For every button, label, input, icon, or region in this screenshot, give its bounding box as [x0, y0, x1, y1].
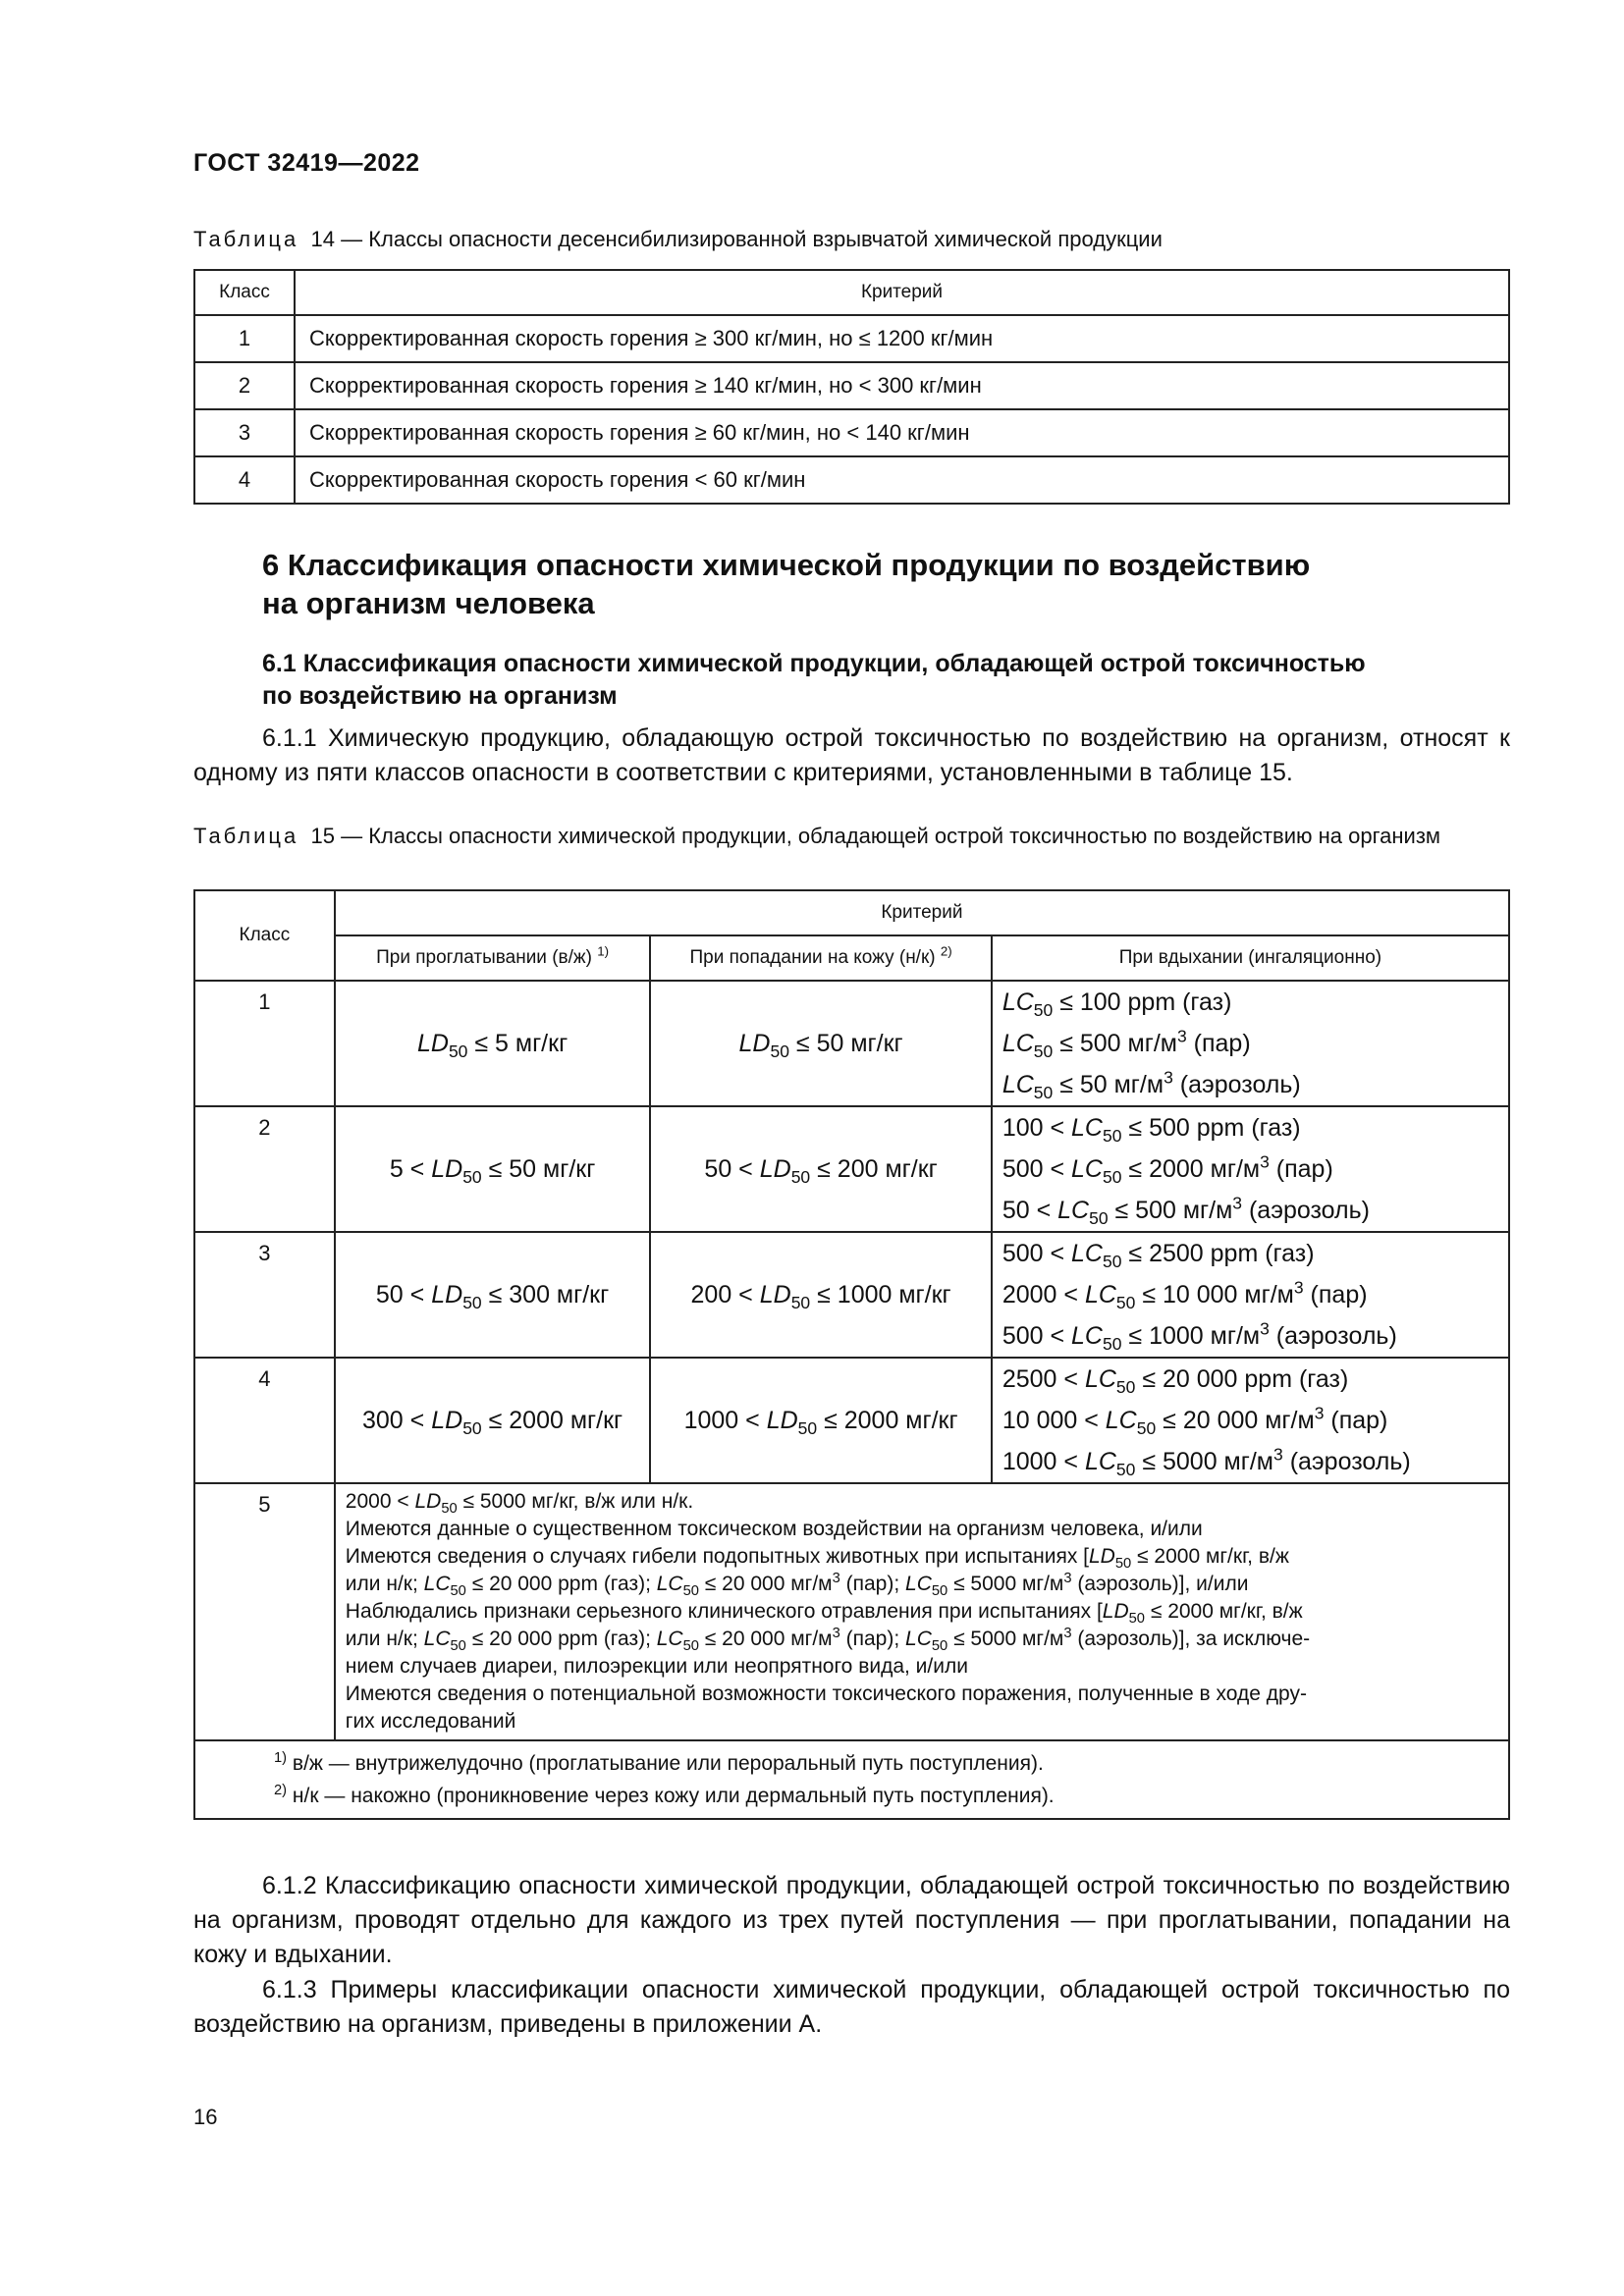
subscript-50: 50 — [770, 1041, 789, 1061]
table14-label: Таблица — [193, 227, 299, 251]
class5-text: ≤ 5000 мг/м — [953, 1628, 1064, 1650]
vapour-prefix: 500 < — [1001, 1155, 1065, 1183]
subscript-50: 50 — [1115, 1460, 1136, 1480]
table14-criterion-cell: Скорректированная скорость горения ≥ 60 кг/мин, но < 140 кг/мин — [295, 409, 1509, 456]
table15-col-oral — [335, 935, 651, 981]
aerosol-value: ≤ 50 мг/м — [1059, 1071, 1164, 1098]
table15-col-class: Класс — [194, 890, 335, 981]
table15-class-cell: 1 — [194, 981, 335, 1106]
superscript-3: 3 — [1273, 1444, 1283, 1465]
aerosol-unit: (аэрозоль) — [1179, 1071, 1301, 1098]
inhal-aerosol-line — [1002, 1441, 1508, 1482]
table15-col-dermal — [650, 935, 991, 981]
paragraph-6-1-2: 6.1.2 Классификацию опасности химической продукции, обладающей острой токсичностью по воздействию на организм, проводят отдельно для каждого из трех путей поступления — при проглатывании, попадании на кожу и вдыхании. — [193, 1872, 1510, 1968]
table14-criterion-cell: Скорректированная скорость горения ≥ 140 кг/мин, но < 300 кг/мин — [295, 362, 1509, 409]
subscript-50: 50 — [1103, 1252, 1122, 1272]
superscript-3: 3 — [1232, 1193, 1243, 1213]
oral-value: ≤ 300 мг/кг — [488, 1280, 610, 1308]
inhal-vapour-line — [1002, 1274, 1508, 1315]
table-row — [194, 1232, 1509, 1358]
aerosol-prefix: 1000 < — [1001, 1448, 1078, 1475]
subscript-50: 50 — [1033, 1000, 1054, 1021]
oral-value: ≤ 50 мг/кг — [488, 1154, 596, 1183]
inhal-vapour-line — [1002, 1148, 1508, 1190]
subscript-50: 50 — [462, 1417, 482, 1438]
table15-class-cell: 4 — [194, 1358, 335, 1483]
footnote-1 — [274, 1747, 1498, 1780]
class5-text: ≤ 20 000 мг/м — [704, 1628, 833, 1650]
table15-oral-cell — [335, 1358, 651, 1483]
vapour-value: ≤ 10 000 мг/м — [1142, 1281, 1294, 1308]
subscript-50: 50 — [450, 1638, 466, 1655]
class5-text: 2000 < — [345, 1490, 409, 1513]
table14-class-cell: 4 — [194, 456, 295, 504]
lc-symbol: LC — [1071, 1155, 1103, 1183]
table15-class5-criteria — [335, 1483, 1509, 1740]
table14-class-cell: 3 — [194, 409, 295, 456]
aerosol-unit: (аэрозоль) — [1289, 1448, 1411, 1475]
lc-symbol: LC — [1105, 1407, 1137, 1434]
subscript-50: 50 — [1103, 1167, 1122, 1188]
vapour-unit: (пар) — [1193, 1030, 1251, 1057]
inhal-gas-line — [1002, 1359, 1508, 1400]
aerosol-value: ≤ 500 мг/м — [1114, 1197, 1233, 1224]
vapour-value: ≤ 2000 мг/м — [1128, 1155, 1261, 1183]
subscript-50: 50 — [682, 1583, 699, 1600]
table15-oral-cell — [335, 1106, 651, 1232]
class5-line: Имеются сведения о потенциальной возможности токсического поражения, полученные в ходе дру- — [345, 1682, 1307, 1705]
oral-prefix: 50 < — [375, 1280, 425, 1308]
ld-symbol: LD — [416, 1029, 449, 1057]
table15-dermal-cell — [650, 1358, 991, 1483]
table14-caption-text: 14 — Классы опасности десенсибилизированной взрывчатой химической продукции — [310, 227, 1163, 251]
ld-symbol: LD — [759, 1154, 791, 1183]
table14-header-row — [194, 270, 1509, 315]
table15-footnotes-row — [194, 1740, 1509, 1819]
table14-criterion-cell: Скорректированная скорость горения ≥ 300 кг/мин, но ≤ 1200 кг/мин — [295, 315, 1509, 362]
vapour-unit: (пар) — [1310, 1281, 1368, 1308]
dermal-prefix: 50 < — [704, 1154, 753, 1183]
table14-criterion-cell: Скорректированная скорость горения < 60 кг/мин — [295, 456, 1509, 504]
subscript-50: 50 — [1033, 1041, 1054, 1062]
lc-symbol: LC — [1057, 1197, 1090, 1224]
class5-line: нием случаев диареи, пилоэрекции или неопрятного вида, и/или — [345, 1655, 968, 1678]
class5-text: ≤ 20 000 мг/м — [704, 1573, 833, 1595]
table-row — [194, 315, 1509, 362]
subscript-50: 50 — [797, 1417, 818, 1438]
vapour-value: ≤ 500 мг/м — [1059, 1030, 1177, 1057]
dermal-value: ≤ 2000 мг/кг — [824, 1406, 958, 1434]
gas-prefix: 100 < — [1001, 1114, 1065, 1142]
inhal-aerosol-line — [1002, 1064, 1508, 1105]
class5-line — [346, 1543, 1498, 1571]
subscript-50: 50 — [1136, 1418, 1157, 1439]
page-number: 16 — [193, 2105, 218, 2129]
lc-symbol: LC — [1071, 1322, 1103, 1350]
superscript-3: 3 — [1063, 1625, 1072, 1641]
lc-symbol: LC — [423, 1573, 451, 1595]
superscript-3: 3 — [1260, 1318, 1270, 1339]
vapour-unit: (пар) — [1275, 1155, 1333, 1183]
table15-inhal-cell — [992, 1358, 1509, 1483]
paragraph-6-1-3: 6.1.3 Примеры классификации опасности химической продукции, обладающей острой токсичностью по воздействию на организм, приведены в приложении А. — [193, 1976, 1510, 2038]
table14-class-cell: 1 — [194, 315, 295, 362]
footnote-ref-2: 2) — [940, 943, 952, 959]
vapour-prefix: 10 000 < — [1001, 1407, 1099, 1434]
class5-line — [346, 1598, 1498, 1626]
subscript-50: 50 — [790, 1166, 811, 1187]
ld-symbol: LD — [431, 1280, 463, 1308]
subscript-50: 50 — [1115, 1293, 1136, 1313]
subscript-50: 50 — [1033, 1083, 1054, 1103]
class5-text: (аэрозоль)], и/или — [1077, 1573, 1249, 1595]
class5-text: ≤ 2000 мг/кг, в/ж — [1150, 1600, 1303, 1623]
table15-caption-text: 15 — Классы опасности химической продукции, обладающей острой токсичностью по воздействию на организм — [310, 824, 1441, 848]
table15-dermal-cell — [650, 1232, 991, 1358]
ld-symbol: LD — [759, 1280, 791, 1308]
class5-text: ≤ 20 000 ppm (газ); — [471, 1573, 651, 1595]
oral-value: ≤ 5 мг/кг — [474, 1029, 568, 1057]
subscript-50: 50 — [1128, 1611, 1145, 1628]
table14-col-class: Класс — [194, 270, 295, 315]
class5-line — [346, 1488, 1498, 1516]
section-6-1-title-line1: 6.1 Классификация опасности химической продукции, обладающей острой токсичностью — [262, 650, 1366, 677]
table15-label: Таблица — [193, 824, 299, 848]
lc-symbol: LC — [1001, 1071, 1034, 1098]
table14-class-cell: 2 — [194, 362, 295, 409]
ld-symbol: LD — [1089, 1545, 1115, 1568]
table15-col-inhal: При вдыхании (ингаляционно) — [992, 935, 1509, 981]
ld-symbol: LD — [431, 1154, 463, 1183]
lc-symbol: LC — [1001, 988, 1034, 1016]
class5-text: ≤ 2000 мг/кг, в/ж — [1137, 1545, 1289, 1568]
table15-header-row-1 — [194, 890, 1509, 935]
vapour-prefix: 2000 < — [1001, 1281, 1078, 1308]
superscript-3: 3 — [1260, 1151, 1270, 1172]
aerosol-value: ≤ 1000 мг/м — [1128, 1322, 1261, 1350]
table14-caption — [193, 226, 1509, 253]
superscript-3: 3 — [832, 1625, 840, 1641]
superscript-3: 3 — [1293, 1277, 1304, 1298]
class5-text: ≤ 5000 мг/м — [953, 1573, 1064, 1595]
table15-col-oral-label: При проглатывании (в/ж) — [376, 947, 592, 968]
table15-col-criterion: Критерий — [335, 890, 1509, 935]
aerosol-unit: (аэрозоль) — [1275, 1322, 1397, 1350]
vapour-value: ≤ 20 000 мг/м — [1163, 1407, 1315, 1434]
ld-symbol: LD — [766, 1406, 798, 1434]
gas-value: ≤ 500 ppm (газ) — [1128, 1114, 1301, 1142]
vapour-unit: (пар) — [1330, 1407, 1388, 1434]
table15-col-dermal-label: При попадании на кожу (н/к) — [689, 947, 936, 968]
superscript-3: 3 — [1063, 1570, 1072, 1586]
table-row — [194, 409, 1509, 456]
table-row — [194, 1106, 1509, 1232]
section-6-title — [262, 546, 1489, 622]
subscript-50: 50 — [1103, 1126, 1122, 1147]
footnote-ref-1: 1) — [597, 943, 610, 959]
superscript-3: 3 — [1164, 1067, 1173, 1088]
lc-symbol: LC — [656, 1628, 683, 1650]
ld-symbol: LD — [431, 1406, 463, 1434]
lc-symbol: LC — [1084, 1365, 1116, 1393]
table15-header-row-2 — [194, 935, 1509, 981]
gas-value: ≤ 20 000 ppm (газ) — [1142, 1365, 1349, 1393]
aerosol-prefix: 500 < — [1001, 1322, 1065, 1350]
footnote-2-mark: 2) — [274, 1782, 288, 1798]
table15 — [193, 889, 1510, 1820]
inhal-gas-line — [1002, 1107, 1508, 1148]
oral-prefix: 300 < — [362, 1406, 425, 1434]
table-row — [194, 456, 1509, 504]
subscript-50: 50 — [1115, 1377, 1136, 1398]
inhal-vapour-line — [1002, 1400, 1508, 1441]
lc-symbol: LC — [1084, 1448, 1116, 1475]
aerosol-unit: (аэрозоль) — [1248, 1197, 1370, 1224]
ld-symbol: LD — [1102, 1600, 1129, 1623]
class5-line: гих исследований — [345, 1710, 516, 1733]
table15-caption — [193, 823, 1509, 850]
subscript-50: 50 — [790, 1292, 811, 1312]
class5-line — [346, 1571, 1498, 1598]
subscript-50: 50 — [462, 1292, 482, 1312]
aerosol-prefix: 50 < — [1001, 1197, 1052, 1224]
class5-text: ≤ 5000 мг/кг, в/ж или н/к. — [462, 1490, 694, 1513]
section-6-1-title — [262, 648, 1509, 713]
table15-inhal-cell — [992, 1106, 1509, 1232]
table-row — [194, 1483, 1509, 1740]
class5-text: Имеются сведения о случаях гибели подопытных животных при испытаниях [ — [345, 1545, 1089, 1568]
subscript-50: 50 — [448, 1041, 468, 1061]
footnote-2-text: н/к — накожно (проникновение через кожу или дермальный путь поступления). — [292, 1785, 1055, 1807]
table15-class-cell: 5 — [194, 1483, 335, 1740]
inhal-gas-line — [1002, 1233, 1508, 1274]
lc-symbol: LC — [1071, 1114, 1103, 1142]
subscript-50: 50 — [441, 1501, 458, 1518]
aerosol-value: ≤ 5000 мг/м — [1142, 1448, 1273, 1475]
class5-text: или н/к; — [345, 1573, 418, 1595]
footnote-2 — [274, 1780, 1498, 1812]
subscript-50: 50 — [682, 1638, 699, 1655]
lc-symbol: LC — [905, 1573, 932, 1595]
oral-prefix: 5 < — [389, 1154, 425, 1183]
dermal-value: ≤ 1000 мг/кг — [817, 1280, 951, 1308]
section-6-1-title-line2: по воздействию на организм — [262, 682, 618, 710]
lc-symbol: LC — [1071, 1240, 1103, 1267]
class5-text: ≤ 20 000 ppm (газ); — [471, 1628, 651, 1650]
dermal-prefix: 1000 < — [683, 1406, 760, 1434]
document-code-header: ГОСТ 32419—2022 — [193, 149, 420, 177]
table14-col-criterion: Критерий — [295, 270, 1509, 315]
superscript-3: 3 — [1314, 1403, 1325, 1423]
gas-value: ≤ 100 ppm (газ) — [1059, 988, 1232, 1016]
subscript-50: 50 — [1114, 1556, 1132, 1573]
oral-value: ≤ 2000 мг/кг — [488, 1406, 623, 1434]
class5-line — [346, 1626, 1498, 1653]
table15-oral-cell — [335, 1232, 651, 1358]
class5-text: (пар); — [845, 1573, 900, 1595]
paragraph-6-1-1: 6.1.1 Химическую продукцию, обладающую острой токсичностью по воздействию на организм, относят к одному из пяти классов опасности в соответствии с критериями, установленными в таблице 15. — [193, 724, 1510, 786]
ld-symbol: LD — [738, 1029, 771, 1057]
table15-inhal-cell — [992, 981, 1509, 1106]
superscript-3: 3 — [832, 1570, 840, 1586]
lc-symbol: LC — [656, 1573, 683, 1595]
lc-symbol: LC — [1001, 1030, 1034, 1057]
table15-footnotes — [194, 1740, 1509, 1819]
class5-text: (аэрозоль)], за исключе- — [1077, 1628, 1311, 1650]
table15-dermal-cell — [650, 1106, 991, 1232]
table-row — [194, 362, 1509, 409]
table-row — [194, 981, 1509, 1106]
table15-inhal-cell — [992, 1232, 1509, 1358]
subscript-50: 50 — [462, 1166, 482, 1187]
section-6-title-line2: на организм человека — [262, 586, 595, 620]
gas-prefix: 2500 < — [1001, 1365, 1078, 1393]
table15-class-cell: 3 — [194, 1232, 335, 1358]
gas-prefix: 500 < — [1001, 1240, 1065, 1267]
subscript-50: 50 — [450, 1583, 466, 1600]
class5-line: Имеются данные о существенном токсическом воздействии на организм человека, и/или — [345, 1518, 1203, 1540]
subscript-50: 50 — [1089, 1208, 1109, 1229]
superscript-3: 3 — [1176, 1026, 1187, 1046]
footnote-1-mark: 1) — [274, 1749, 288, 1766]
subscript-50: 50 — [931, 1638, 948, 1655]
inhal-aerosol-line — [1002, 1315, 1508, 1357]
class5-text: Наблюдались признаки серьезного клинического отравления при испытаниях [ — [345, 1600, 1103, 1623]
table-row — [194, 1358, 1509, 1483]
table14 — [193, 269, 1510, 505]
dermal-prefix: 200 < — [690, 1280, 753, 1308]
table15-class-cell: 2 — [194, 1106, 335, 1232]
inhal-gas-line — [1002, 982, 1508, 1023]
table15-oral-cell — [335, 981, 651, 1106]
section-6-title-line1: 6 Классификация опасности химической продукции по воздействию — [262, 548, 1311, 582]
inhal-aerosol-line — [1002, 1190, 1508, 1231]
footnote-1-text: в/ж — внутрижелудочно (проглатывание или пероральный путь поступления). — [292, 1752, 1044, 1775]
ld-symbol: LD — [414, 1490, 442, 1513]
class5-text: или н/к; — [345, 1628, 418, 1650]
lc-symbol: LC — [1084, 1281, 1116, 1308]
lc-symbol: LC — [905, 1628, 932, 1650]
inhal-vapour-line — [1002, 1023, 1508, 1064]
table15-dermal-cell — [650, 981, 991, 1106]
gas-value: ≤ 2500 ppm (газ) — [1128, 1240, 1315, 1267]
subscript-50: 50 — [1103, 1334, 1122, 1355]
class5-text: (пар); — [845, 1628, 900, 1650]
dermal-value: ≤ 200 мг/кг — [817, 1154, 938, 1183]
dermal-value: ≤ 50 мг/кг — [795, 1029, 903, 1057]
subscript-50: 50 — [931, 1583, 948, 1600]
lc-symbol: LC — [423, 1628, 451, 1650]
